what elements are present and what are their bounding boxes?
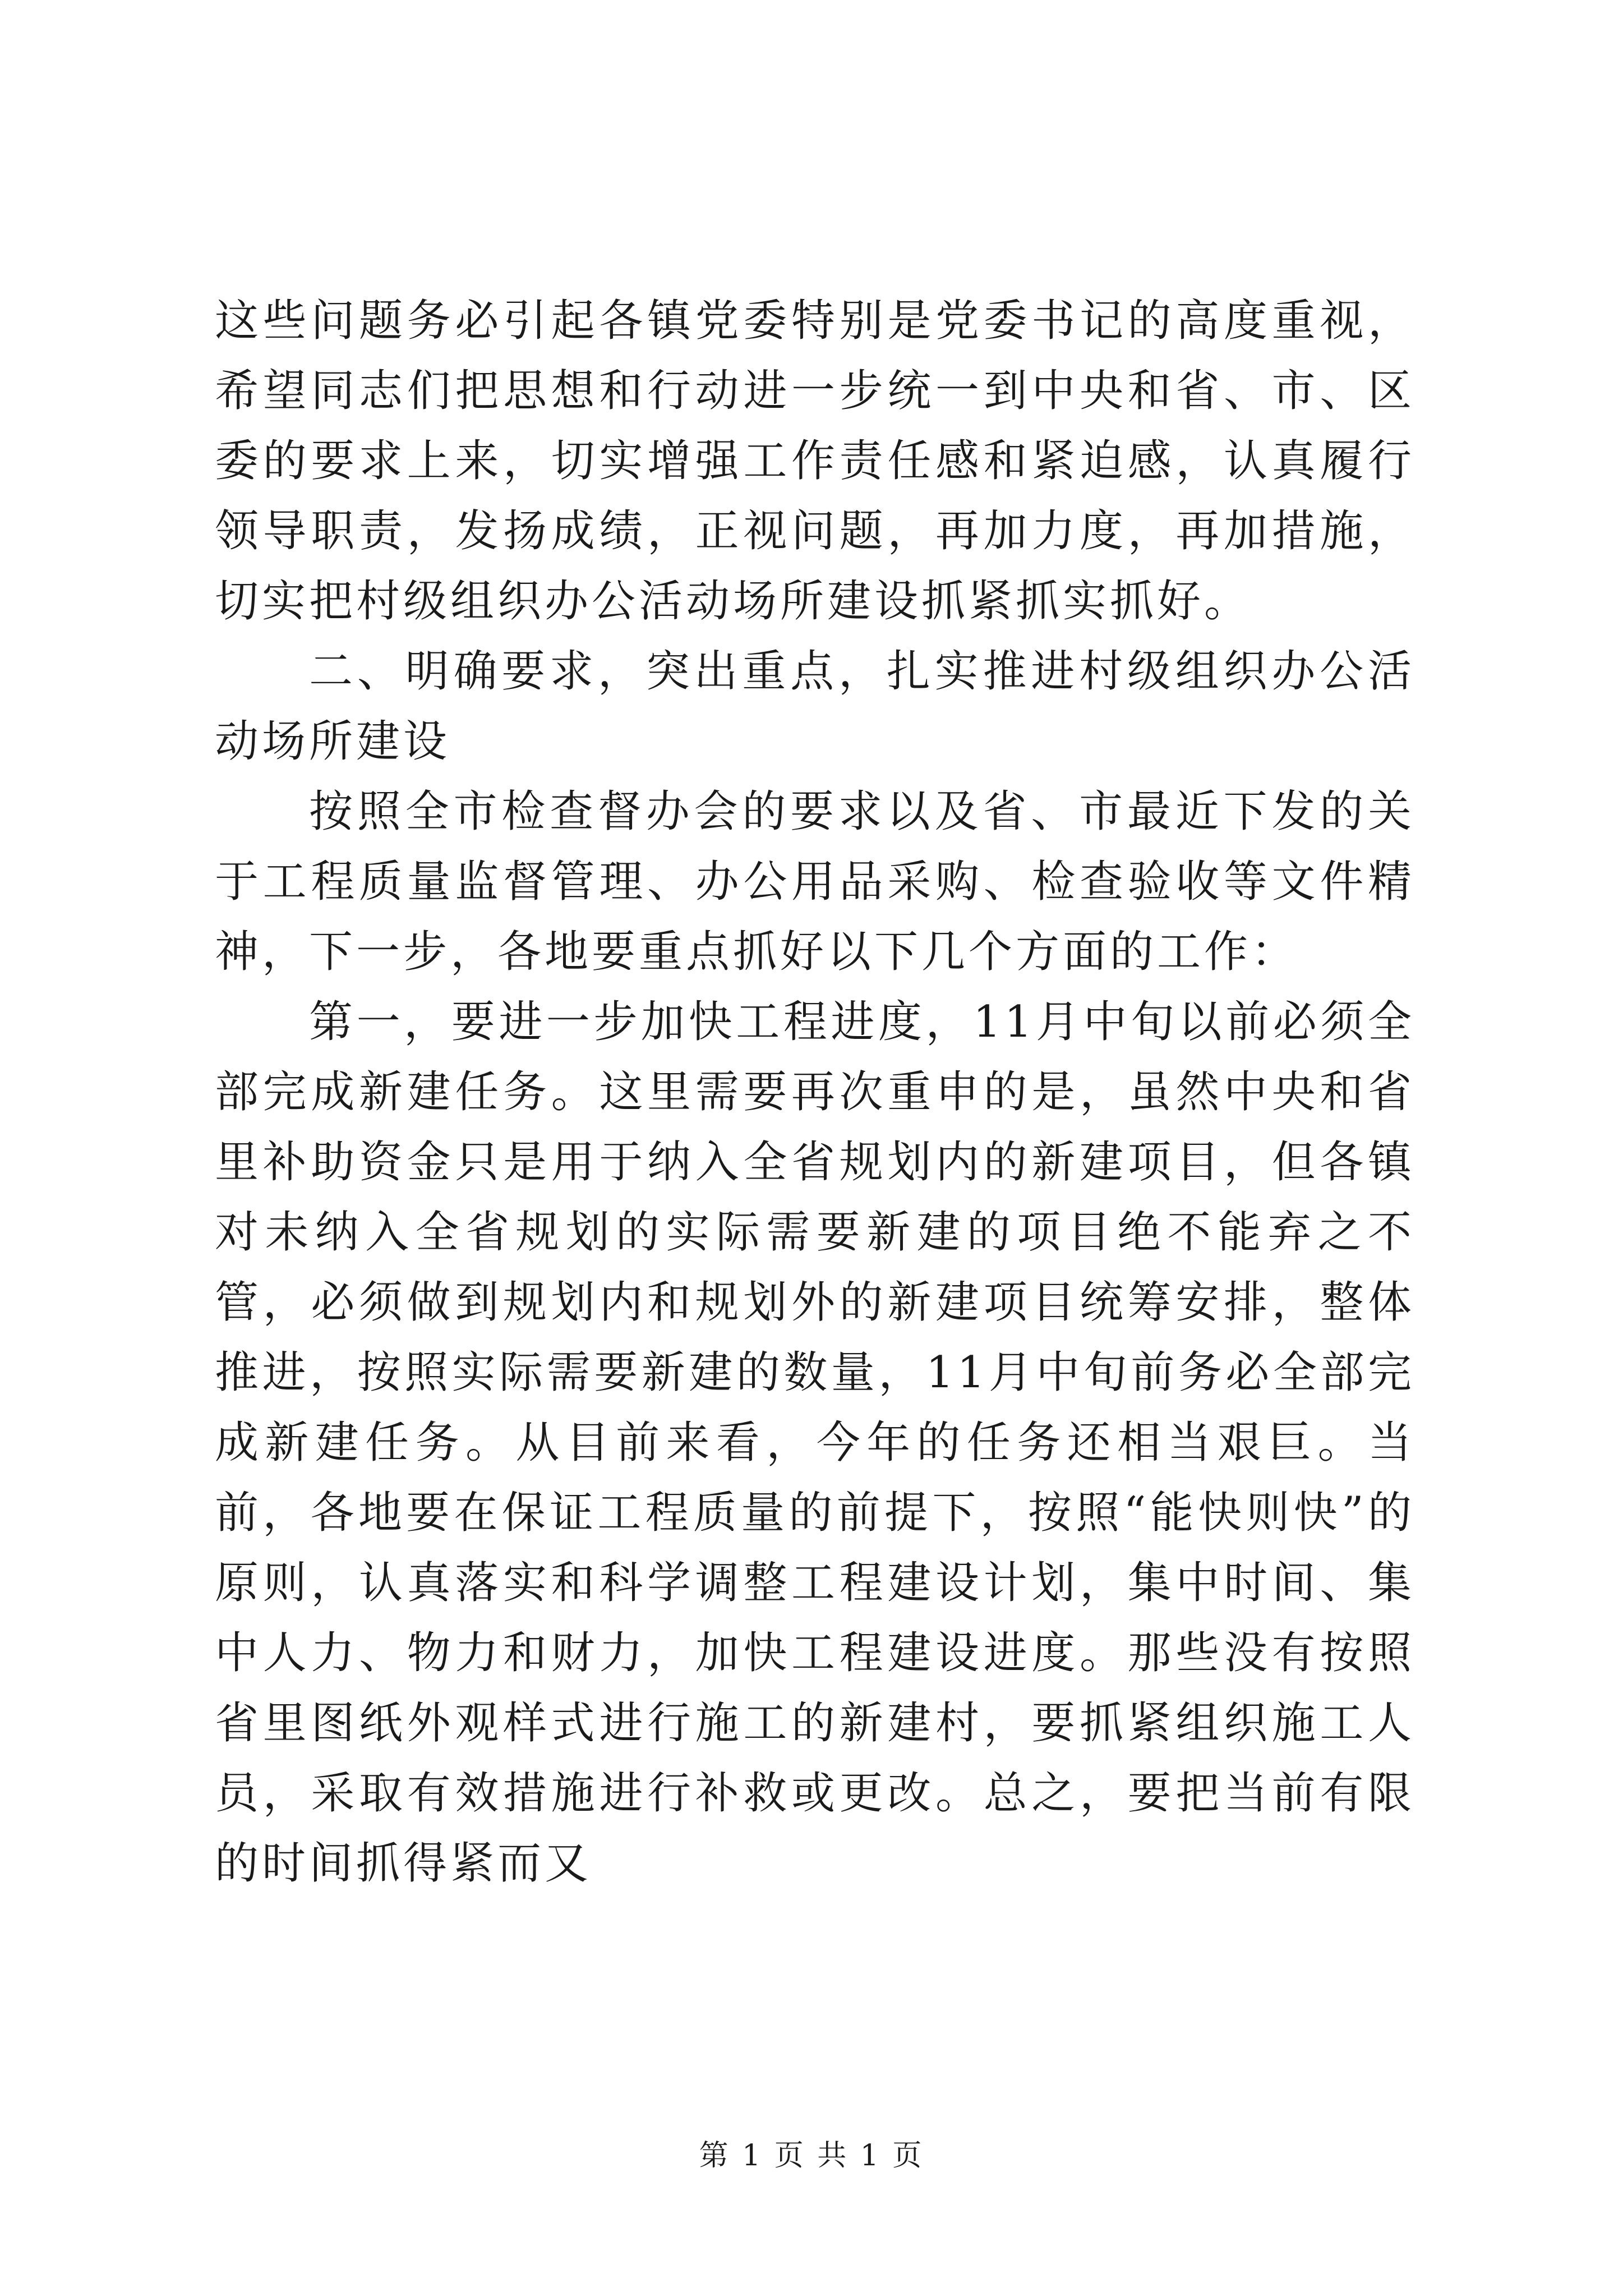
paragraph-first-point: 第一，要进一步加快工程进度，11月中旬以前必须全部完成新建任务。这里需要再次重申的是，虽然中央和省里补助资金只是用于纳入全省规划内的新建项目，但各镇对未纳入全省规划的实际需要新建的项目绝不能弃之不管，必须做到规划内和规划外的新建项目统筹安排，整体推进，按照实际需要新建的数量，11月中旬前务必全部完成新建任务。从目前来看，今年的任务还相当艰巨。当前，各地要在保证工程质量的前提下，按照“能快则快”的原则，认真落实和科学调整工程建设计划，集中时间、集中人力、物力和财力，加快工程建设进度。那些没有按照省里图纸外观样式进行施工的新建村，要抓紧组织施工人员，采取有效措施进行补救或更改。总之，要把当前有限的时间抓得紧而又 bbox=[215, 997, 1415, 1889]
section-heading: 二、明确要求，突出重点，扎实推进村级组织办公活动场所建设 bbox=[215, 646, 1415, 767]
paragraph-continuation: 这些问题务必引起各镇党委特别是党委书记的高度重视，希望同志们把思想和行动进一步统一到中央和省、市、区委的要求上来，切实增强工作责任感和紧迫感，认真履行领导职责，发扬成绩，正视问题，再加力度，再加措施，切实把村级组织办公活动场所建设抓紧抓实抓好。 bbox=[215, 296, 1415, 627]
document-body bbox=[215, 286, 1415, 1899]
paragraph-requirements: 按照全市检查督办会的要求以及省、市最近下发的关于工程质量监督管理、办公用品采购、检查验收等文件精神，下一步，各地要重点抓好以下几个方面的工作： bbox=[215, 786, 1415, 977]
page-number-footer: 第 1 页 共 1 页 bbox=[699, 2139, 924, 2173]
